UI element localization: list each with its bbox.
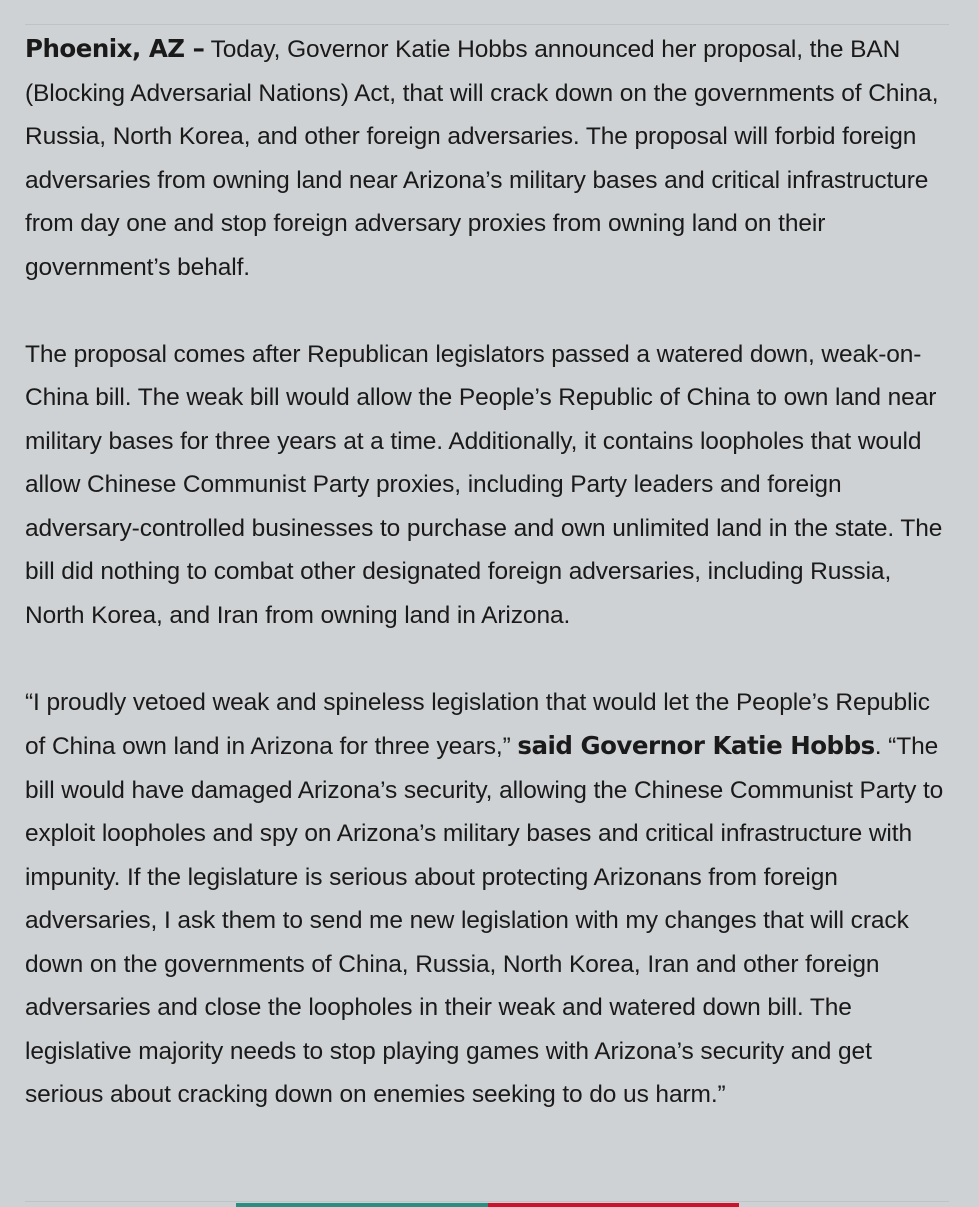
accent-bar-teal bbox=[236, 1203, 488, 1207]
paragraph-background bbox=[25, 333, 955, 638]
dateline: Phoenix, AZ – bbox=[25, 34, 205, 63]
bottom-divider bbox=[25, 1201, 949, 1202]
quote-continuation: . “The bill would have damaged Arizona’s security, allowing the Chinese Communist Party to exploit loopholes and spy on Arizona’s military bases and critical infrastructure with impunity. If the legislature is serious about protecting Arizonans from foreign adversaries, I ask them to send me new legislation with my changes that will crack down on the governments of China, Russia, North Korea, Iran and other foreign adversaries and close the loopholes in their weak and watered down bill. The legislative majority needs to stop playing games with Arizona’s security and get serious about cracking down on enemies seeking to do us harm.” bbox=[25, 733, 944, 1108]
background-text: The proposal comes after Republican legislators passed a watered down, weak-on-China bill. The weak bill would allow the People’s Republic of China to own land near military bases for three years at a time. Additionally, it contains loopholes that would allow Chinese Communist Party proxies, including Party leaders and foreign adversary-controlled businesses to purchase and own unlimited land in the state. The bill did nothing to combat other designated foreign adversaries, including Russia, North Korea, and Iran from owning land in Arizona. bbox=[25, 340, 943, 629]
press-release-body bbox=[25, 27, 955, 1117]
paragraph-quote bbox=[25, 681, 955, 1117]
quote-opening: “I proudly vetoed weak and spineless legislation that would let the People’s Republic of China own land in Arizona for three years,” bbox=[25, 688, 930, 760]
intro-text: Today, Governor Katie Hobbs announced her proposal, the BAN (Blocking Adversarial Nations) Act, that will crack down on the governments of China, Russia, North Korea, and other foreign adversaries. The proposal will forbid foreign adversaries from owning land near Arizona’s military bases and critical infrastructure from day one and stop foreign adversary proxies from owning land on their government’s behalf. bbox=[25, 36, 939, 281]
quote-attribution: said Governor Katie Hobbs bbox=[517, 731, 875, 760]
paragraph-intro bbox=[25, 27, 955, 289]
top-divider bbox=[25, 24, 949, 25]
accent-bar-red bbox=[488, 1203, 739, 1207]
